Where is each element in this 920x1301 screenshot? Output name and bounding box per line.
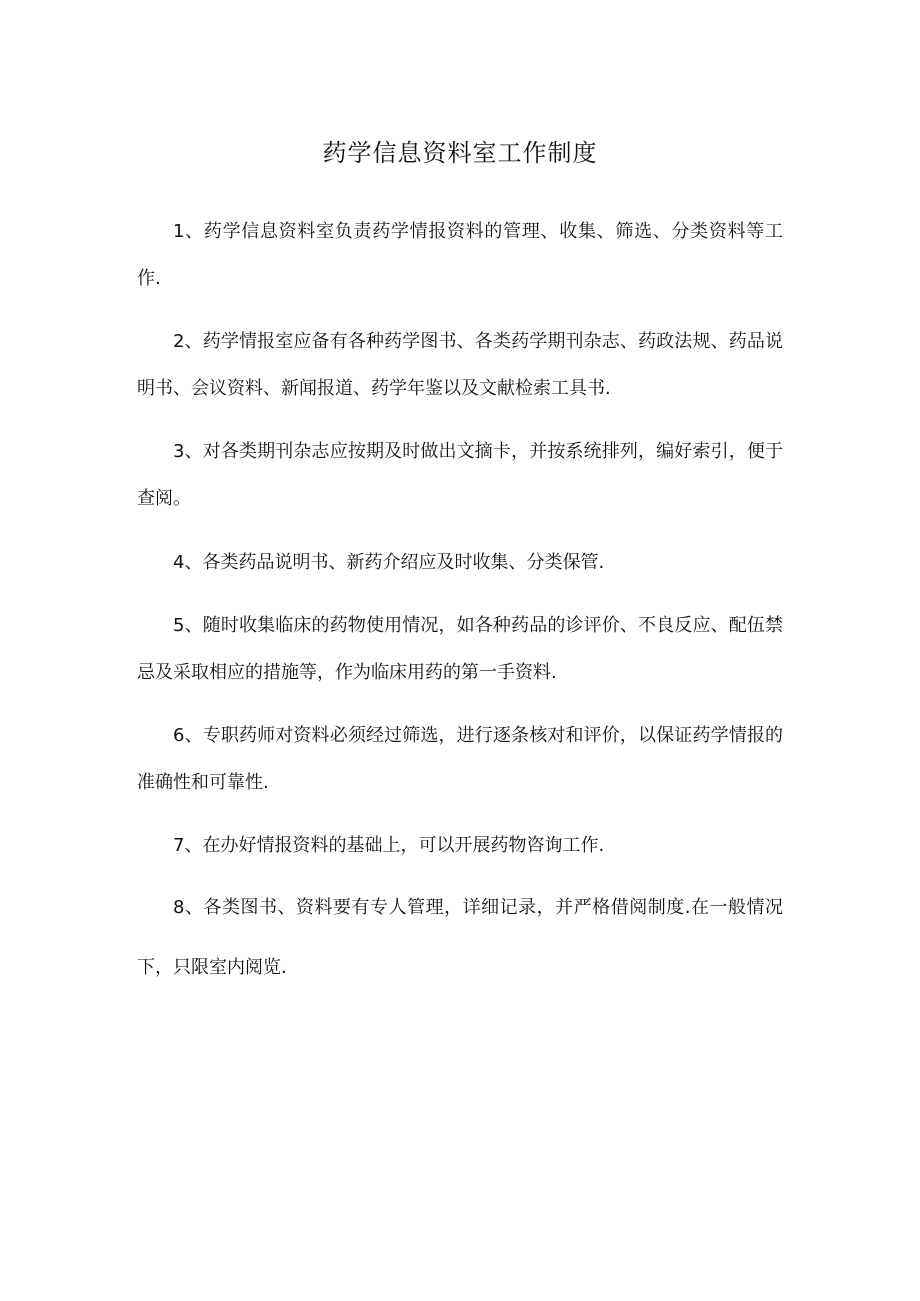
article-2: 2、药学情报室应备有各种药学图书、各类药学期刊杂志、药政法规、药品说明书、会议资料、新闻报道、药学年鉴以及文献检索工具书.	[137, 331, 783, 399]
article-8: 8、各类图书、资料要有专人管理，详细记录，并严格借阅制度.在一般情况下，只限室内阅览.	[137, 897, 783, 978]
article-3: 3、对各类期刊杂志应按期及时做出文摘卡，并按系统排列，编好索引，便于查阅。	[137, 441, 783, 509]
article-5: 5、随时收集临床的药物使用情况，如各种药品的诊评价、不良反应、配伍禁忌及采取相应的措施等，作为临床用药的第一手资料.	[137, 615, 783, 683]
article-6: 6、专职药师对资料必须经过筛选，进行逐条核对和评价，以保证药学情报的准确性和可靠性.	[137, 725, 783, 793]
article-7: 7、在办好情报资料的基础上，可以开展药物咨询工作.	[173, 835, 605, 856]
document-title: 药学信息资料室工作制度	[322, 139, 598, 167]
article-4: 4、各类药品说明书、新药介绍应及时收集、分类保管.	[173, 552, 605, 573]
article-1: 1、药学信息资料室负责药学情报资料的管理、收集、筛选、分类资料等工作.	[137, 221, 783, 289]
